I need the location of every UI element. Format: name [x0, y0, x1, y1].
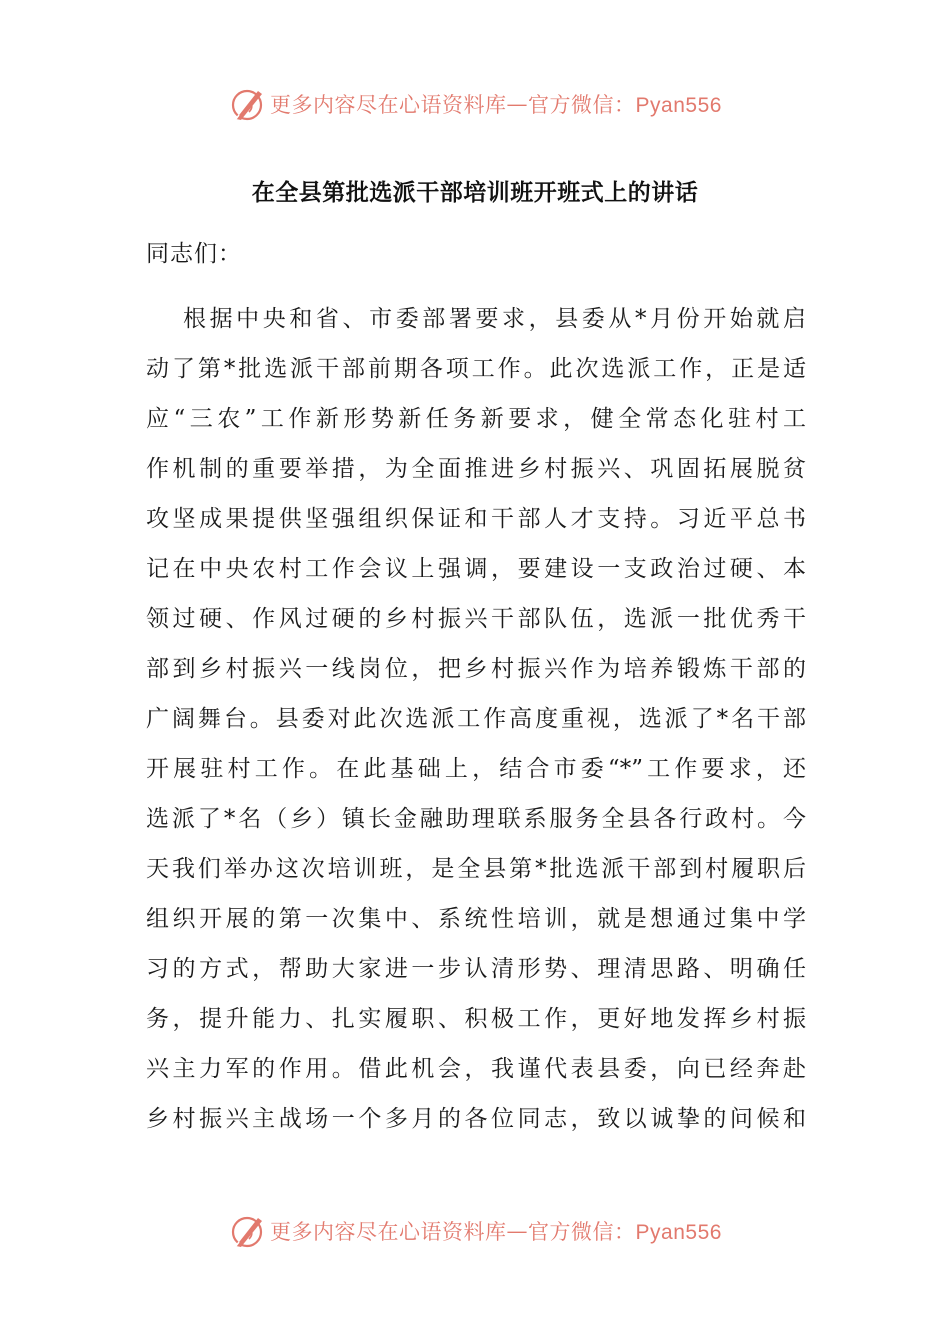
paragraph-line: 攻坚成果提供坚强组织保证和干部人才支持。习近平总书	[146, 506, 806, 532]
paragraph-line: 领过硬、作风过硬的乡村振兴干部队伍，选派一批优秀干	[146, 606, 806, 632]
paragraph-line: 天我们举办这次培训班，是全县第*批选派干部到村履职后	[146, 856, 806, 882]
quill-pen-logo-icon	[228, 85, 266, 123]
paragraph-line: 动了第*批选派干部前期各项工作。此次选派工作，正是适	[146, 356, 806, 382]
banner-wechat-id: 官方微信：Pyan556	[528, 94, 722, 117]
quill-pen-logo-icon	[228, 1212, 266, 1250]
paragraph-line: 广阔舞台。县委对此次选派工作高度重视，选派了*名干部	[146, 706, 806, 732]
banner-slogan: 更多内容尽在心语资料库	[270, 93, 507, 117]
header-watermark-banner	[0, 84, 950, 124]
paragraph-line: 乡村振兴主战场一个多月的各位同志，致以诚挚的问候和	[146, 1106, 806, 1132]
paragraph-line: 兴主力军的作用。借此机会，我谨代表县委，向已经奔赴	[146, 1056, 806, 1082]
paragraph-line: 应“三农”工作新形势新任务新要求，健全常态化驻村工	[146, 406, 806, 432]
paragraph-line: 开展驻村工作。在此基础上，结合市委“*”工作要求，还	[146, 756, 806, 782]
document-title: 在全县第批选派干部培训班开班式上的讲话	[251, 180, 699, 206]
banner-separator: —	[506, 1219, 529, 1243]
paragraph-line: 记在中央农村工作会议上强调，要建设一支政治过硬、本	[146, 556, 806, 582]
salutation: 同志们：	[146, 241, 242, 267]
banner-slogan: 更多内容尽在心语资料库	[270, 1220, 507, 1244]
paragraph-line: 选派了*名（乡）镇长金融助理联系服务全县各行政村。今	[146, 806, 806, 832]
banner-separator: —	[506, 92, 529, 116]
paragraph-line: 习的方式，帮助大家进一步认清形势、理清思路、明确任	[146, 956, 806, 982]
banner-wechat-id: 官方微信：Pyan556	[528, 1221, 722, 1244]
paragraph-line: 务，提升能力、扎实履职、积极工作，更好地发挥乡村振	[146, 1006, 806, 1032]
paragraph-line: 作机制的重要举措，为全面推进乡村振兴、巩固拓展脱贫	[146, 456, 806, 482]
paragraph-line: 部到乡村振兴一线岗位，把乡村振兴作为培养锻炼干部的	[146, 656, 806, 682]
footer-watermark-banner	[0, 1211, 950, 1251]
body-paragraph	[146, 294, 806, 1144]
paragraph-line: 根据中央和省、市委部署要求，县委从*月份开始就启	[183, 306, 806, 332]
paragraph-line: 组织开展的第一次集中、系统性培训，就是想通过集中学	[146, 906, 806, 932]
